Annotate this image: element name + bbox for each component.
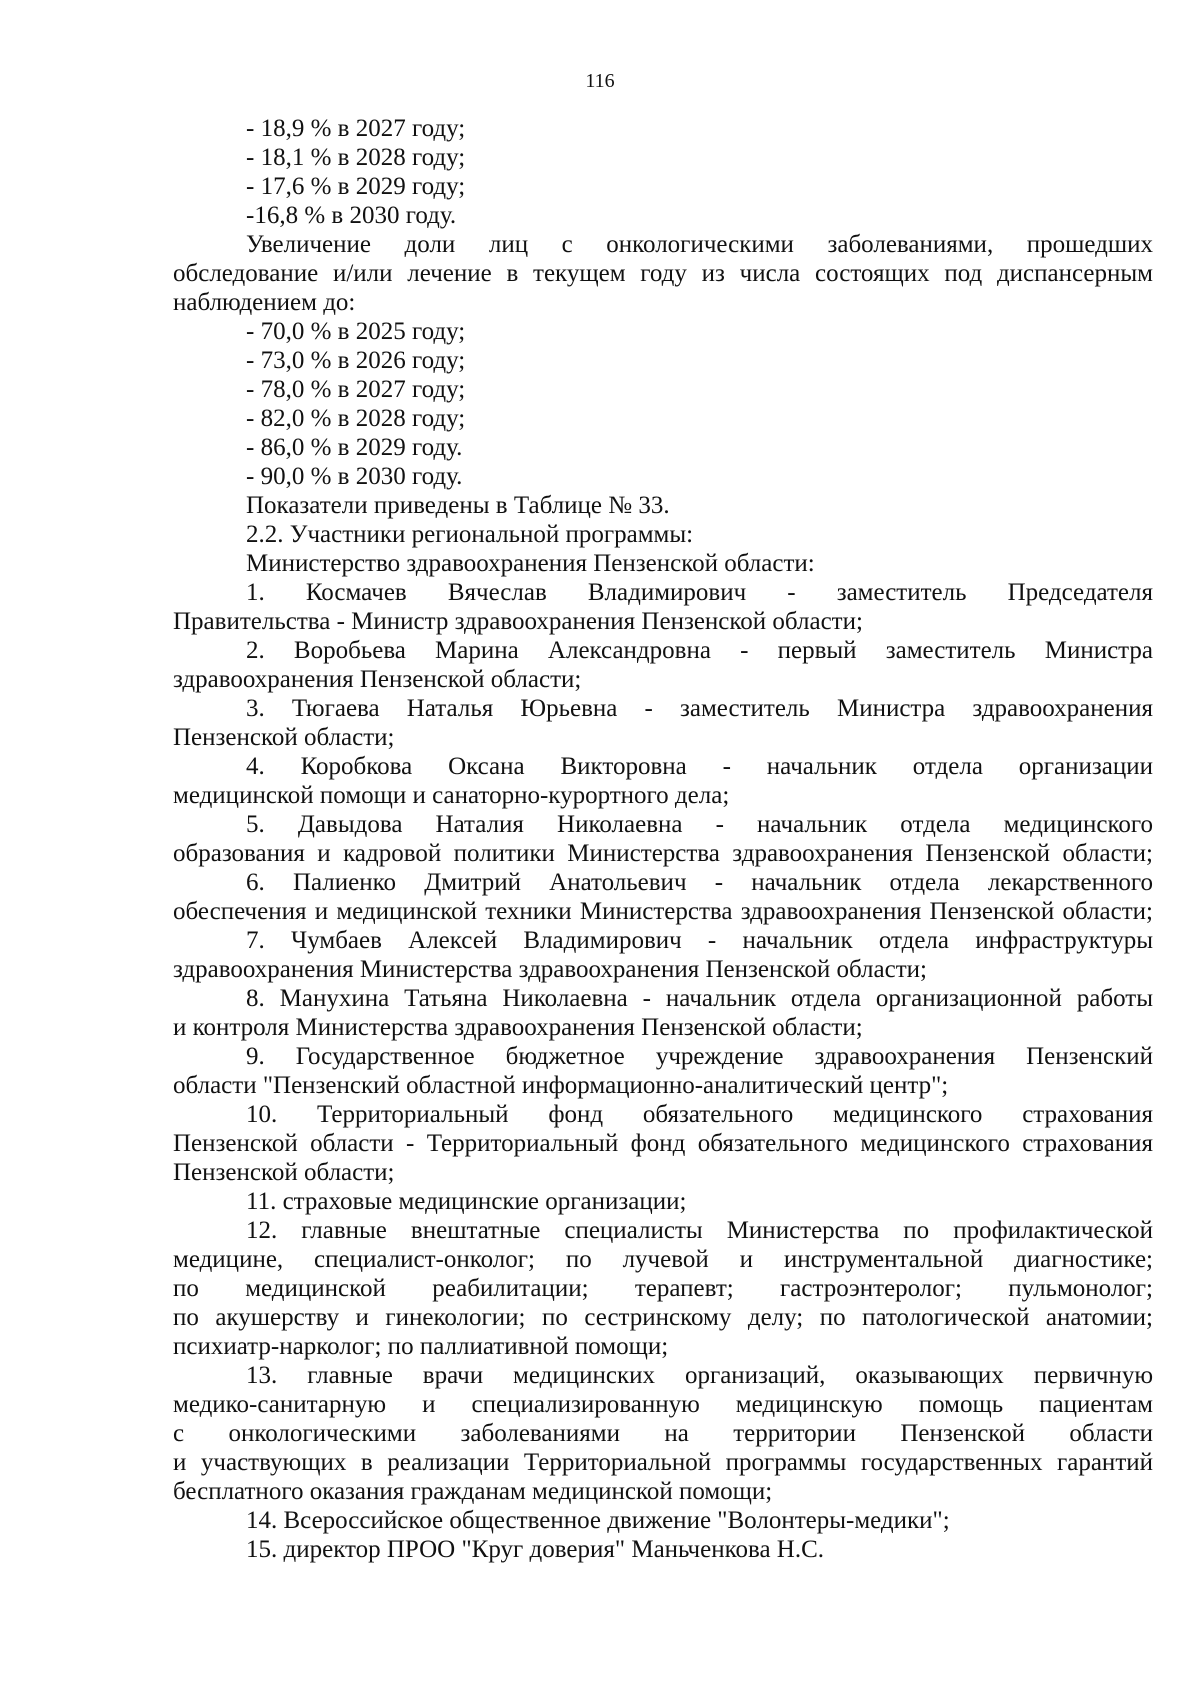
text-line: 6. Палиенко Дмитрий Анатольевич - начальник отдела лекарственного (246, 869, 1153, 896)
text-line: 13. главные врачи медицинских организаций, оказывающих первичную (246, 1362, 1153, 1389)
text-line: обследование и/или лечение в текущем году из числа состоящих под диспансерным (173, 260, 1153, 287)
text-line: образования и кадровой политики Министерства здравоохранения Пензенской области; (173, 840, 1153, 867)
text-line: бесплатного оказания гражданам медицинской помощи; (173, 1478, 773, 1505)
text-line: 5. Давыдова Наталия Николаевна - начальник отдела медицинского (246, 811, 1153, 838)
text-line: 14. Всероссийское общественное движение "Волонтеры-медики"; (246, 1507, 950, 1534)
text-line: и контроля Министерства здравоохранения Пензенской области; (173, 1014, 863, 1041)
text-line: 8. Манухина Татьяна Николаевна - начальник отдела организационной работы (246, 985, 1153, 1012)
text-line: 4. Коробкова Оксана Викторовна - начальник отдела организации (246, 753, 1153, 780)
text-line: здравоохранения Пензенской области; (173, 666, 582, 693)
text-line: Увеличение доли лиц с онкологическими заболеваниями, прошедших (246, 231, 1153, 258)
text-line: - 73,0 % в 2026 году; (246, 347, 466, 374)
text-line: 1. Космачев Вячеслав Владимирович - заместитель Председателя (246, 579, 1153, 606)
text-line: - 82,0 % в 2028 году; (246, 405, 466, 432)
text-line: -16,8 % в 2030 году. (246, 202, 457, 229)
text-line: Правительства - Министр здравоохранения Пензенской области; (173, 608, 863, 635)
text-line: области "Пензенский областной информационно-аналитический центр"; (173, 1072, 949, 1099)
text-line: Министерство здравоохранения Пензенской области: (246, 550, 815, 577)
text-line: с онкологическими заболеваниями на территории Пензенской области (173, 1420, 1153, 1447)
text-line: 10. Территориальный фонд обязательного медицинского страхования (246, 1101, 1153, 1128)
text-line: - 78,0 % в 2027 году; (246, 376, 466, 403)
text-line: наблюдением до: (173, 289, 356, 316)
text-line: и участвующих в реализации Территориальной программы государственных гарантий (173, 1449, 1153, 1476)
text-line: - 18,9 % в 2027 году; (246, 115, 466, 142)
text-line: Показатели приведены в Таблице № 33. (246, 492, 670, 519)
document-body (173, 114, 1153, 1564)
text-line: медико-санитарную и специализированную медицинскую помощь пациентам (173, 1391, 1153, 1418)
text-line: Пензенской области - Территориальный фонд обязательного медицинского страхования (173, 1130, 1153, 1157)
text-line: 3. Тюгаева Наталья Юрьевна - заместитель Министра здравоохранения (246, 695, 1153, 722)
text-line: медицине, специалист-онколог; по лучевой и инструментальной диагностике; (173, 1246, 1153, 1273)
text-line: 7. Чумбаев Алексей Владимирович - начальник отдела инфраструктуры (246, 927, 1153, 954)
text-line: Пензенской области; (173, 1159, 395, 1186)
text-line: 11. страховые медицинские организации; (246, 1188, 687, 1215)
text-line: 15. директор ПРОО "Круг доверия" Маньченкова Н.С. (246, 1536, 825, 1563)
text-line: - 18,1 % в 2028 году; (246, 144, 466, 171)
text-line: - 90,0 % в 2030 году. (246, 463, 463, 490)
text-line: - 17,6 % в 2029 году; (246, 173, 466, 200)
text-line: 2. Воробьева Марина Александровна - первый заместитель Министра (246, 637, 1153, 664)
text-line: - 86,0 % в 2029 году. (246, 434, 463, 461)
page-number: 116 (585, 70, 615, 92)
text-line: Пензенской области; (173, 724, 395, 751)
text-line: 2.2. Участники региональной программы: (246, 521, 694, 548)
text-line: 9. Государственное бюджетное учреждение здравоохранения Пензенский (246, 1043, 1153, 1070)
text-line: обеспечения и медицинской техники Министерства здравоохранения Пензенской области; (173, 898, 1153, 925)
text-line: по акушерству и гинекологии; по сестринскому делу; по патологической анатомии; (173, 1304, 1153, 1331)
text-line: по медицинской реабилитации; терапевт; гастроэнтеролог; пульмонолог; (173, 1275, 1153, 1302)
text-line: - 70,0 % в 2025 году; (246, 318, 466, 345)
text-line: медицинской помощи и санаторно-курортного дела; (173, 782, 730, 809)
text-line: 12. главные внештатные специалисты Министерства по профилактической (246, 1217, 1153, 1244)
text-line: психиатр-нарколог; по паллиативной помощи; (173, 1333, 669, 1360)
text-line: здравоохранения Министерства здравоохранения Пензенской области; (173, 956, 927, 983)
